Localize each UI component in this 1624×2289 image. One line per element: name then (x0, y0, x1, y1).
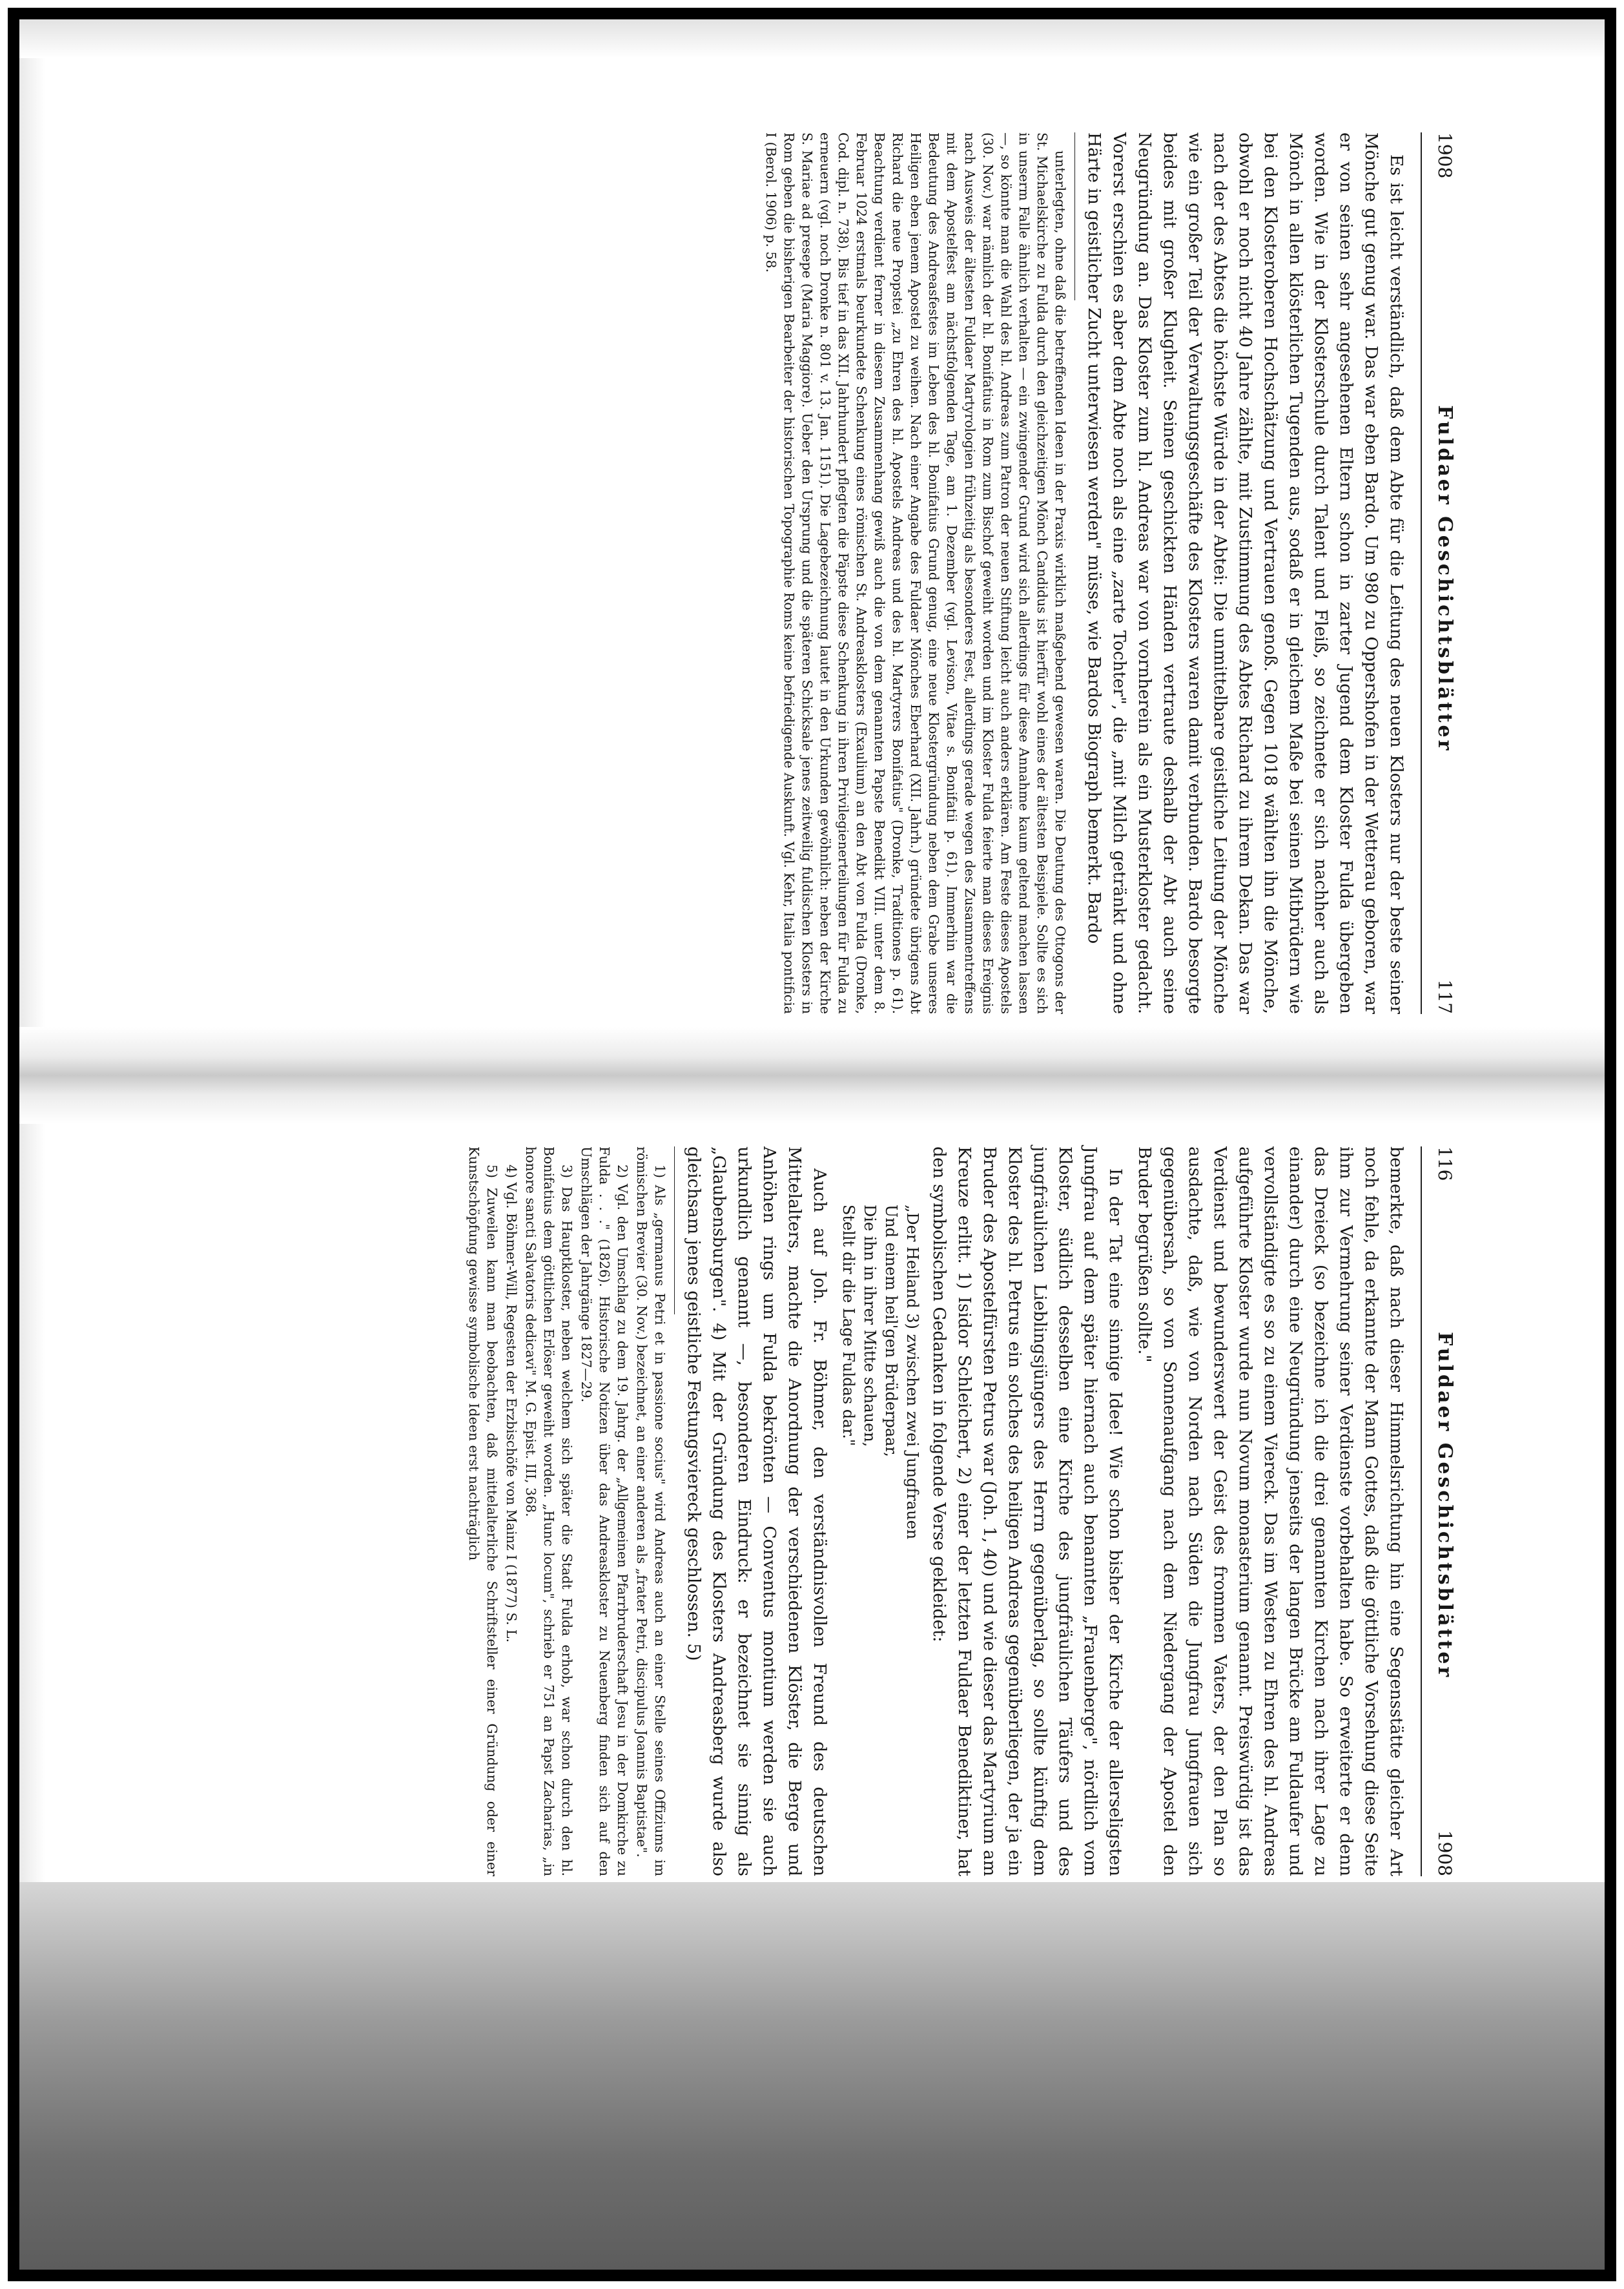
verse-line: Die ihn in ihrer Mitte schauen, (861, 1205, 879, 1447)
header-rule (1421, 1146, 1422, 1876)
page-116 (84, 1146, 1456, 1876)
footnote: 4) Vgl. Böhmer-Will, Regesten der Erzbischöfe von Mainz I (1877) S. L. (504, 1165, 519, 1643)
journal-title: Fuldaer Geschichtsblätter (1434, 405, 1456, 753)
footnote: unterlegten, ohne daß die betreffenden Ideen in der Praxis wirklich maßgebend gewesen waren. Die Deutung des Ottogons der St. Michaelskirche zu Fulda durch den gleichzeitigen Mönch Candidus ist hierfür wohl eines der ältesten Beispiele. Sollte es sich in unserm Falle ähnlich verhalten — ein zwingender Grund wird sich allerdings für diese Annahme kaum geltend machen lassen —, so könnte man die Wahl des hl. Andreas zum Patron der neuen Stiftung leicht auch anders erklären. Am Feste dieses Apostels (30. Nov.) war nämlich der hl. Bonifatius in Rom zum Bischof geweiht worden und im Kloster Fulda feierte man dieses Ereignis nach Ausweis der ältesten Fuldaer Martyrologien frühzeitig als besonderes Fest, allerdings gerade wegen des Zusammentreffens mit dem Apostelfest am nächstfolgenden Tage, am 1. Dezember (vgl. Levison, Vitae s. Bonifatii p. 61). Immerhin war die Bedeutung des Andreasfestes im Leben des hl. Bonifatius Grund genug, eine neue Klostergründung neben dem Grabe unseres Heiligen eben jenem Apostel zu weihen. Nach einer Angabe des Fuldaer Mönches Eberhard (XII. Jahrh.) gründete übrigens Abt Richard die neue Propstei „zu Ehren des hl. Apostels Andreas und des hl. Martyrers Bonifatius" (Dronke, Traditiones p. 61). Beachtung verdient ferner in diesem Zusammenhang gewiß auch die von dem genannten Papste Benedikt VIII. unter dem 8. Februar 1024 erstmals beurkundete Schenkung eines römischen St. Andreasklosters (Exaulium) an den Abt von Fulda (Dronke, Cod. dipl. n. 738). Bis tief in das XII. Jahrhundert pflegten die Päpste diese Schenkung in ihren Privilegienerteilungen für Fulda zu erneuern (vgl. noch Dronke n. 801 v. 13. Jan. 1151). Die Lagebezeichnung lautet in den Urkunden gewöhnlich: neben der Kirche S. Mariae ad presepe (Maria Maggiore). Ueber den Ursprung und die späteren Schicksale jenes zeitweilig fuldischen Klosters in Rom geben die bisherigen Bearbeiter der historischen Topographie Roms keine befriedigende Auskunft. Vgl. Kehr, Italia pontificia I (Berol. 1906) p. 58. (763, 132, 1068, 1014)
running-head (1434, 132, 1456, 1014)
footnotes (762, 132, 1069, 1014)
page-number: 116 (1434, 1146, 1455, 1181)
running-head (1434, 1146, 1456, 1876)
body-text (1082, 132, 1409, 1014)
scan-shadow (19, 1882, 1605, 2281)
verse (838, 1205, 923, 1876)
page-117 (84, 132, 1456, 1014)
footnote: 5) Zuweilen kann man beobachten, daß mittelalterliche Schriftsteller einer Gründung oder einer Kunstschöpfung gewisse symbolische Ideen erst nachträglich (466, 1146, 500, 1876)
book-gutter (19, 1027, 1605, 1124)
footnote-rule (1074, 132, 1075, 300)
journal-title: Fuldaer Geschichtsblätter (1434, 1332, 1456, 1680)
verse-line: „Der Heiland 3) zwischen zwei Jungfrauen (903, 1205, 921, 1540)
year-label: 1908 (1434, 1830, 1455, 1876)
paragraph: bemerkte, daß nach dieser Himmelsrichtung hin eine Segensstätte gleicher Art noch fehle, da erkannte der Mann Gottes, daß die göttliche Vorsehung diese Seite ihm zur Vermehrung seiner Verdienste vorbehalten habe. So erweiterte er denn das Dreieck (so bezeichne ich die drei genannten Kirchen nach ihrer Lage zu einander) durch eine Neugründung jenseits der langen Brücke am Fuldaufer und vervollständigte es so zu einem Viereck. Das im Westen zu Ehren des hl. Andreas aufgeführte Kloster wurde nun Novum monasterium genannt. Preiswürdig ist das Verdienst und bewunderswert der Geist des frommen Vaters, der den Plan so ausdachte, daß, wie von Norden nach Süden die Jungfrau Jungfrauen sich gegenübersah, so von Sonnenaufgang nach dem Niedergang der Apostel den Bruder begrüßen sollte." (1135, 1146, 1406, 1876)
footnote: 2) Vgl. den Umschlag zu dem 19. Jahrg. der „Allgemeinen Pfarrbruderschaft Jesu in der Domkirche zu Fulda . . ." (1826). Historische Notizen über das Andreaskloster zu Neuenberg finden sich auf den Umschlägen der Jahrgänge 1827—29. (579, 1146, 630, 1876)
page-number: 117 (1434, 979, 1455, 1014)
verse-line: Stellt dir die Lage Fuldas dar." (839, 1205, 858, 1446)
header-rule (1421, 132, 1422, 1014)
year-label: 1908 (1434, 132, 1455, 179)
footnotes (465, 1146, 669, 1876)
scan-frame (8, 8, 1616, 2281)
footnote-rule (674, 1146, 675, 1314)
footnote: 3) Das Hauptkloster, neben welchem sich später die Stadt Fulda erhob, war schon durch den hl. Bonifatius dem göttlichen Erlöser geweiht worden. „Hunc locum", schrieb er 751 an Papst Zacharias, „in honore sancti Salvatoris dedicavi" M. G. Epist. III, 368. (523, 1146, 575, 1876)
footnote: 1) Als „germanus Petri et in passione socius" wird Andreas auch an einer Stelle seines Offiziums im römischen Brevier (30. Nov.) bezeichnet, an einer anderen als „frater Petri, discipulus Joannis Baptistae". (634, 1146, 668, 1876)
page-edge-shadow-top (19, 19, 1605, 58)
paragraph: Auch auf Joh. Fr. Böhmer, den verständnisvollen Freund des deutschen Mittelalters, machte die Anordnung der verschiedenen Klöster, die Berge und Anhöhen rings um Fulda bekrönten — Conventus montium werden sie auch urkundlich genannt —, besonderen Eindruck: er bezeichnet sie sinnig als „Glaubensburgen". 4) Mit der Gründung des Klosters Andreasberg wurde also gleichsam jenes geistliche Festungsviereck geschlossen. 5) (684, 1146, 830, 1876)
paragraph: Es ist leicht verständlich, daß dem Abte für die Leitung des neuen Klosters nur der beste seiner Mönche gut genug war. Das war eben Bardo. Um 980 zu Oppershofen in der Wetterau geboren, war er von seinen sehr angesehenen Eltern schon in zarter Jugend dem Kloster Fulda übergeben worden. Wie in der Klosterschule durch Talent und Fleiß, so zeichnete er sich nachher auch als Mönch in allen klösterlichen Tugenden aus, sodaß er in gleichem Maße bei seinen Mitbrüdern wie bei den Klosteroberen Hochschätzung und Vertrauen genoß. Gegen 1018 wählten ihn die Mönche, obwohl er noch nicht 40 Jahre zählte, mit Zustimmung des Abtes Richard zu ihrem Dekan. Das war nach der des Abtes die höchste Würde in der Abtei: Die unmittelbare geistliche Leitung der Mönche wie ein großer Teil der Verwaltungsgeschäfte des Klosters waren damit verbunden. Bardo besorgte beides mit großer Klugheit. Seinen geschickten Händen vertraute deshalb der Abt auch seine Neugründung an. Das Kloster zum hl. Andreas war von vornherein als ein Musterkloster gedacht. Vorerst erschien es aber dem Abte noch als eine „zarte Tochter", die „mit Milch getränkt und ohne Härte in geistlicher Zucht unterwiesen werden" müsse, wie Bardos Biograph bemerkt. Bardo (1084, 132, 1406, 1014)
body-text (681, 1146, 1409, 1876)
paragraph: In der Tat eine sinnige Idee! Wie schon bisher der Kirche der allerseligsten Jungfrau auf dem später hiernach auch benannten „Frauenberge", nördlich vom Kloster, südlich desselben eine Kirche des jungfräulichen Täufers und des jungfräulichen Lieblingsjüngers des Herrn gegenüberlag, so sollte künftig dem Kloster des hl. Petrus ein solches des heiligen Andreas gegenüberliegen, der ja ein Bruder des Apostelfürsten Petrus war (Joh. 1, 40) und wie dieser das Martyrium am Kreuze erlitt. 1) Isidor Schleichert, 2) einer der letzten Fuldaer Benediktiner, hat den symbolischen Gedanken in folgende Verse gekleidet: (929, 1146, 1125, 1876)
verse-line: Und einem heil'gen Brüderpaar, (882, 1205, 900, 1457)
